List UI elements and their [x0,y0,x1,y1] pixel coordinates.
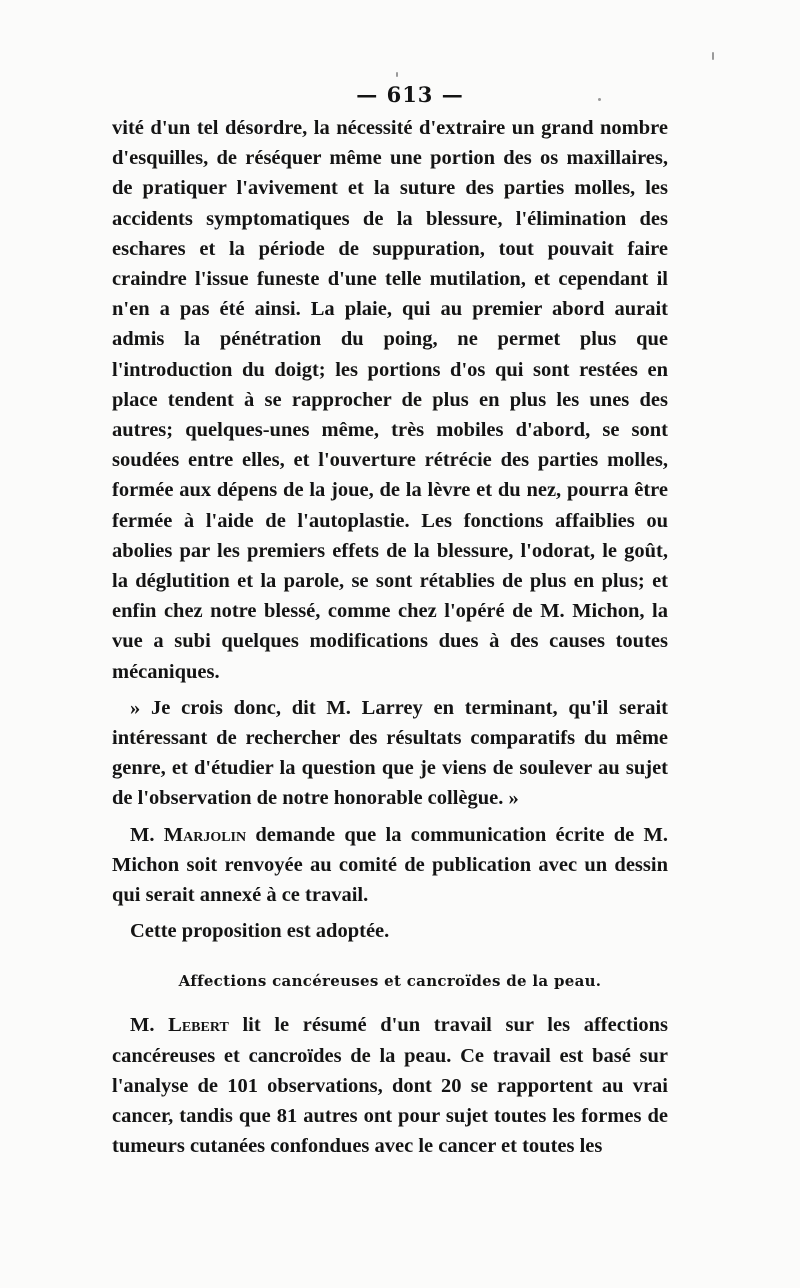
paper-speck [598,98,601,101]
page-number: — 613 — [356,82,464,107]
paper-speck [712,52,714,60]
lebert-name: Lebert [168,1014,229,1037]
paragraph-adopted: Cette proposition est adoptée. [130,920,390,943]
section-heading: Affections cancéreuses et cancroïdes de la peau. [178,972,602,991]
page-body [112,82,668,1162]
marjolin-prefix: M. [130,823,164,846]
marjolin-name: Marjolin [163,823,247,846]
marjolin-text: demande que la communication écrite de M. Michon soit renvoyée au comité de publication avec un dessin qui serait annexé à ce travail. [112,823,668,907]
paragraph-lebert [112,1010,668,1161]
lebert-text: lit le résumé d'un travail sur les affections cancéreuses et cancroïdes de la peau. Ce travail est basé sur l'analyse de 101 observations, dont 20 se rapportent au vrai cancer, tandis que 81 autres ont pour sujet toutes les formes de tumeurs cutanées confondues avec le cancer et toutes les [112,1014,668,1158]
paragraph-marjolin [112,820,668,911]
paper-speck [396,72,398,77]
lebert-prefix: M. [130,1014,169,1037]
paragraph-larrey-conclusion: » Je crois donc, dit M. Larrey en terminant, qu'il serait intéressant de rechercher des résultats comparatifs du même genre, et d'étudier la question que je viens de soulever au sujet de l'observation de notre honorable collègue. » [112,696,668,810]
paragraph-larrey-report: vité d'un tel désordre, la nécessité d'extraire un grand nombre d'esquilles, de réséquer même une portion des os maxillaires, de pratiquer l'avivement et la suture des parties molles, les accidents symptomatiques de la blessure, l'élimination des eschares et la période de suppuration, tout pouvait faire craindre l'issue funeste d'une telle mutilation, et cependant il n'en a pas été ainsi. La plaie, qui au premier abord aurait admis la pénétration du poing, ne permet plus que l'introduction du doigt; les portions d'os qui sont restées en place tendent à se rapprocher de plus en plus les unes des autres; quelques-unes même, très mobiles d'abord, se sont soudées entre elles, et l'ouverture rétrécie des parties molles, formée aux dépens de la joue, de la lèvre et du nez, pourra être fermée à l'aide de l'autoplastie. Les fonctions affaiblies ou abolies par les premiers effets de la blessure, l'odorat, le goût, la déglutition et la parole, se sont rétablies de plus en plus; et enfin chez notre blessé, comme chez l'opéré de M. Michon, la vue a subi quelques modifications dues à des causes toutes mécaniques. [112,117,668,683]
